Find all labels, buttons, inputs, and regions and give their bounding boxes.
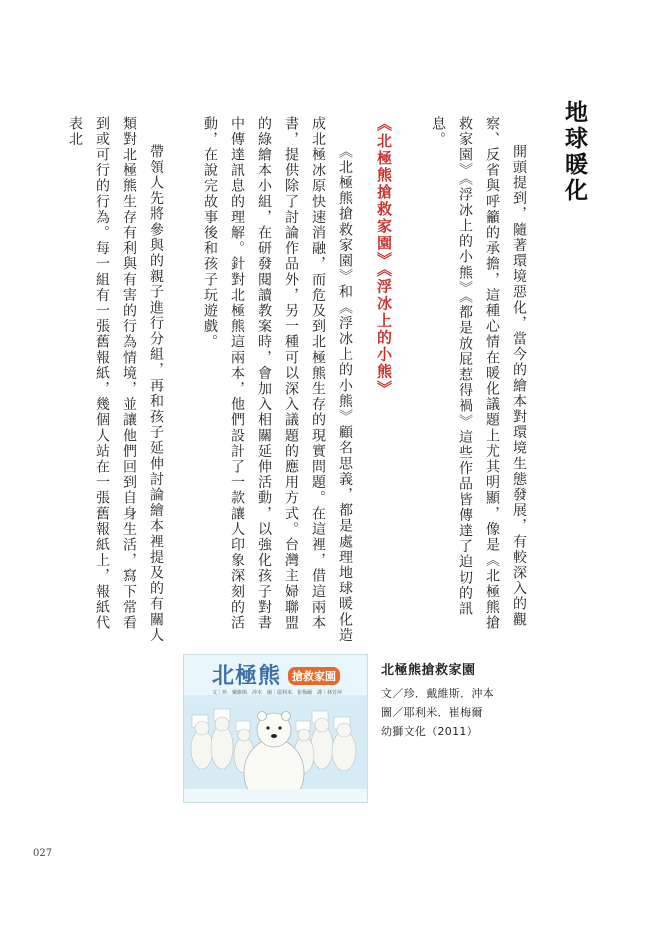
paragraph: 帶領人先將參與的親子進行分組，再和孩子延伸討論繪本裡提及的有關人類對北極熊生存有利與有害的行為情境，並讓他們回到自身生活，寫下常看到或可行的行為。每一組有一張舊報紙，幾個人站在一張舊報紙上，報紙代表北 — [67, 116, 164, 644]
page-number: 027 — [33, 848, 53, 859]
illustrator-credit: 圖／耶利米．崔梅爾 — [381, 706, 483, 719]
cover-subtitle-badge: 搶救家園 — [288, 667, 340, 685]
book-cover-image — [183, 654, 368, 803]
paragraph: 《北極熊搶救家園》和《浮冰上的小熊》顧名思義，都是處理地球暖化造成北極冰原快速消融，而危及到北極熊生存的現實問題。在這裡，借這兩本書，提供除了討論作品外，另一種可以深入議題的應用方式。台灣主婦聯盟的綠繪本小組，在研發閱讀教案時，會加入相關延伸活動，以強化孩子對書中傳達訊息的理解。針對北極熊這兩本，他們設計了一款讓人印象深刻的活動，在說完故事後和孩子玩遊戲。 — [202, 116, 353, 644]
polar-bears-illustration — [184, 697, 367, 802]
book-title: 北極熊搶救家園 — [381, 663, 476, 678]
subheading: 《北極熊搶救家園》《浮冰上的小熊》 — [375, 116, 393, 398]
publisher-credit: 幼獅文化（2011） — [381, 725, 478, 738]
author-credit: 文／珍．戴維斯．沖本 — [381, 687, 494, 700]
cover-credits: 文｜珍．戴維斯．沖本 圖｜耶利米．崔梅爾 譯｜林芳萍 — [212, 690, 343, 696]
cover-title: 北極熊 — [212, 664, 282, 689]
paragraph: 開頭提到，隨著環境惡化，當今的繪本對環境生態發展，有較深入的觀察、反省與呼籲的承擔，這種心情在暖化議題上尤其明顯，像是《北極熊搶救家園》《浮冰上的小熊》《都是放屁惹得禍》這些作品皆傳達了迫切的訊息。 — [430, 116, 527, 631]
book-caption — [381, 659, 494, 741]
article-body — [54, 116, 532, 646]
section-title: 地球暖化 — [561, 100, 587, 204]
